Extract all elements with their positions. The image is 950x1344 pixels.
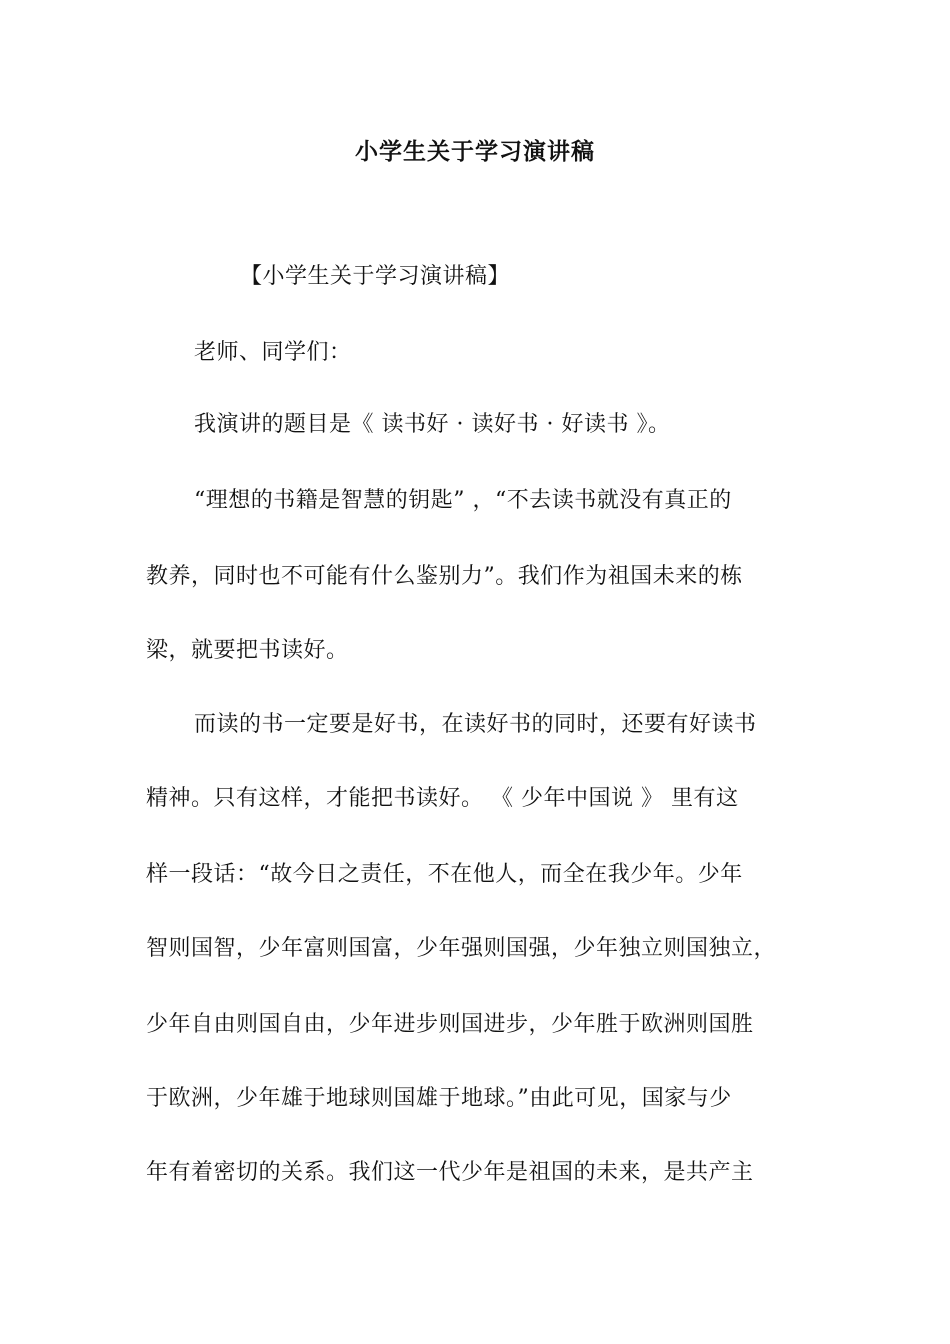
section-heading: 【小学生关于学习演讲稿】	[240, 264, 511, 289]
paragraph-line: 智则国智，少年富则国富，少年强则国强，少年独立则国独立，	[146, 936, 777, 961]
paragraph-line: 于欧洲，少年雄于地球则国雄于地球。”由此可见，国家与少	[146, 1086, 732, 1111]
paragraph-line: 梁，就要把书读好。	[146, 638, 349, 663]
paragraph-line: 少年自由则国自由，少年进步则国进步，少年胜于欧洲则国胜	[146, 1012, 754, 1037]
paragraph-line: 年有着密切的关系。我们这一代少年是祖国的未来，是共产主	[146, 1160, 754, 1185]
paragraph-line: 教养，同时也不可能有什么鉴别力”。我们作为祖国未来的栋	[146, 564, 743, 589]
document-title: 小学生关于学习演讲稿	[355, 138, 595, 165]
salutation: 老师、同学们：	[194, 340, 352, 365]
paragraph-line: 精神。只有这样，才能把书读好。 《 少年中国说 》 里有这	[146, 786, 739, 811]
paragraph-line: 我演讲的题目是《 读书好 · 读好书 · 好读书 》。	[194, 412, 671, 437]
paragraph-line: 而读的书一定要是好书，在读好书的同时，还要有好读书	[194, 712, 757, 737]
paragraph-line: 样一段话：“故今日之责任，不在他人，而全在我少年。少年	[146, 862, 743, 887]
paragraph-line: “理想的书籍是智慧的钥匙” ，“不去读书就没有真正的	[194, 488, 732, 513]
